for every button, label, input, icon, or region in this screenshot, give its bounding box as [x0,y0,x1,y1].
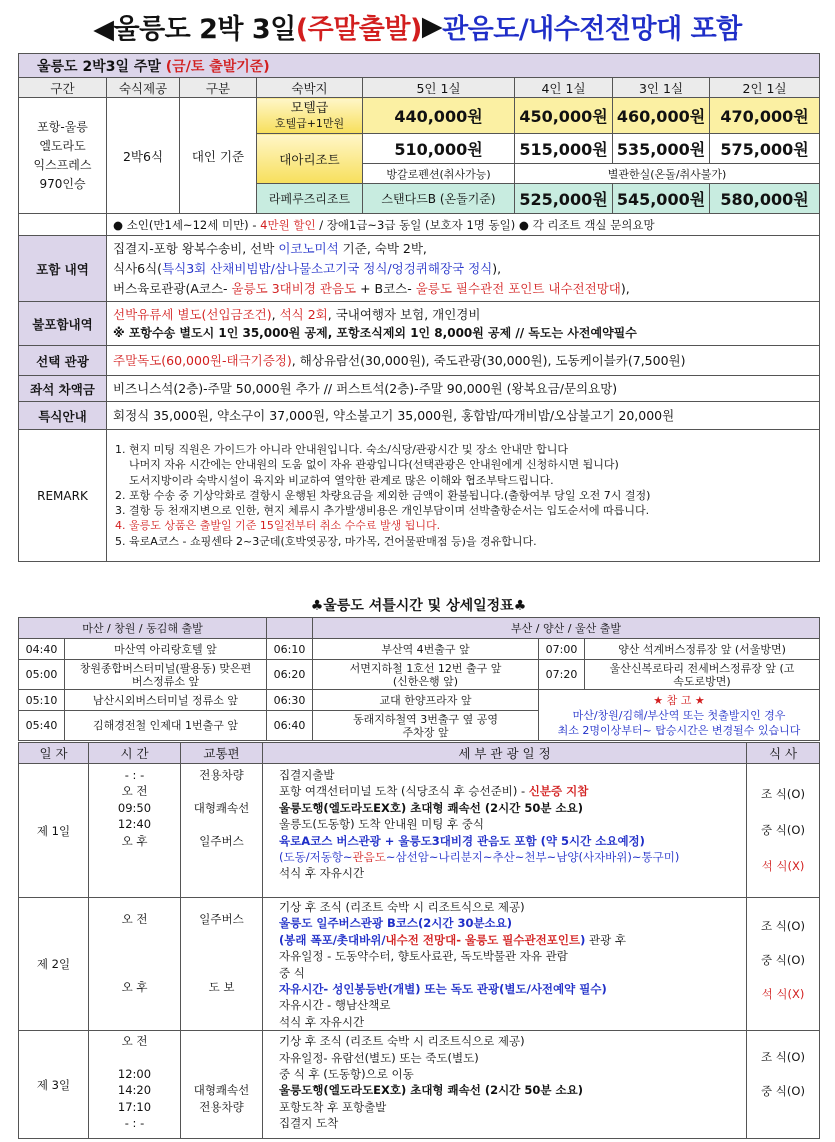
motel-price-3: 460,000원 [613,98,710,134]
lape-price-2: 580,000원 [710,184,820,214]
sched-head: 일 자 [19,743,89,764]
meal: 조 식(O) [761,1050,805,1065]
day3-meals [747,1031,820,1139]
detail-line [279,849,746,865]
sched-head: 세 부 관 광 일 정 [263,743,747,764]
time: - : - [124,768,145,782]
day2-transport [181,898,263,1031]
incl-3c: + B코스- [356,280,416,296]
daeari-price-4: 515,000원 [515,134,613,164]
route-line: 엘도라도 [39,138,86,153]
shuttle-place: 마산역 아리랑호텔 앞 [65,639,267,660]
shuttle-place: 남산시외버스터미널 정류소 앞 [65,690,267,711]
motel-price-5: 440,000원 [363,98,515,134]
col-header: 숙박지 [257,78,363,98]
detail-line: 석식 후 자유시간 [279,866,365,881]
detail-text: (도동/저동항~ [279,849,353,864]
day-label: 제 2일 [19,898,89,1031]
shuttle-table [18,617,820,741]
time: - : - [124,1116,145,1131]
child-note-c: / 장애1급~3급 동일 (보호자 1명 동일) ● 각 리조트 객실 문의요망 [315,217,655,232]
transport [181,1115,262,1131]
incl-naesujeon: 울릉도 필수관전 포인트 내수전전망대 [415,280,621,296]
lape-price-3: 545,000원 [613,184,710,214]
incl-3a: 버스육로관광(A코스- [113,280,232,296]
meal: 석 식(X) [761,987,805,1001]
time: 17:10 [117,1099,152,1114]
time: 오 후 [121,833,148,848]
incl-content [107,236,820,302]
shuttle-time: 05:00 [19,660,65,690]
shuttle-place: 양산 석계버스정류장 앞 (서울방면) [585,639,820,660]
price-table [18,53,820,562]
daeari-price-3: 535,000원 [613,134,710,164]
time: 오 전 [121,1034,148,1049]
shuttle-title: ♣울릉도 셔틀시간 및 상세일정표♣ [310,598,527,614]
daeari-note-bungalow: 방갈로펜션(취사가능) [363,164,515,184]
child-note-a: ● 소인(만1세~12세 미만) - [113,217,261,232]
remark-line: 1. 현지 미팅 직원은 가이드가 아니라 안내원입니다. 숙소/식당/관광시간 및 장소 안내만 합니다 [115,442,569,456]
meal: 중 식(O) [761,953,805,967]
day2-details [263,898,747,1031]
day-label: 제 1일 [19,764,89,898]
excl-sep: , [271,306,280,322]
shuttle-place: 동래지하철역 3번출구 옆 공영주차장 앞 [313,711,539,741]
shuttle-time: 06:10 [267,639,313,660]
meal-cell: 2박6식 [107,98,180,214]
col-header: 3인 1실 [613,78,710,98]
transport [181,1033,262,1049]
route-line: 포항-울릉 [37,119,88,134]
sched-head: 식 사 [747,743,820,764]
incl-special-meals: 특식3회 산채비빔밥/삼나물소고기국 정식/엉겅퀴해장국 정식 [162,260,493,276]
child-discount: 4만원 할인 [260,217,316,232]
col-header: 4인 1실 [515,78,613,98]
shuttle-place: 창원종합버스터미널(팔용동) 맞은편 버스정류소 앞 [65,660,267,690]
transport [181,816,262,832]
shuttle-place: 서면지하철 1호선 12번 출구 앞 (신한은행 앞) [313,660,539,690]
excl-label: 불포함내역 [19,302,107,346]
route-line: 970인승 [39,176,86,191]
subtitle-basis: (금/토 출발기준) [165,58,270,75]
shuttle-time: 07:20 [539,660,585,690]
sched-head: 교통편 [181,743,263,764]
incl-gwaneumdo: 울릉도 3대비경 관음도 [231,280,357,296]
detail-line: 자유일정- 유람선(별도) 또는 죽도(별도) [279,1050,479,1065]
col-header: 구분 [180,78,257,98]
shuttle-place: 교대 한양프라자 앞 [313,690,539,711]
detail-line: 집결지출발 [279,768,335,782]
transport [181,783,262,799]
detail-gwaneumdo: 관음도 [352,849,386,864]
transport: 대형쾌속선 [193,1083,250,1098]
detail-line: 기상 후 조식 (리조트 숙박 시 리조트식으로 제공) [279,900,525,914]
day1-transport [181,764,263,898]
motel-price-4: 450,000원 [515,98,613,134]
shuttle-note-1: 마산/창원/김해/부산역 또는 첫출발지인 경우 [572,708,786,722]
detail-line: 자유일정 - 도동약수터, 향토사료관, 독도박물관 자유 관람 [279,949,568,964]
day2-meals [747,898,820,1031]
detail-line: 포항도착 후 포항출발 [279,1099,387,1114]
time [89,1050,180,1066]
detail-line: 석식 후 자유시간 [279,1014,365,1029]
excl-fuel: 선박유류세 별도(선입금조건) [113,306,272,322]
lape-price-4: 525,000원 [515,184,613,214]
incl-3e: ), [620,280,630,296]
incl-2a: 식사6식( [113,260,163,276]
meal: 중 식(O) [761,1084,805,1099]
shuttle-place: 김해경전철 인제대 1번출구 앞 [65,711,267,741]
excl-content [107,302,820,346]
opt-dokdo: 주말독도(60,000원-태극기증정) [113,353,292,368]
motel-cell [257,98,363,134]
meal: 석 식(X) [761,859,805,873]
opt-content [107,346,820,376]
daeari-name: 대아리조트 [257,134,363,184]
time: 오 전 [121,912,148,926]
time: 오 후 [121,980,148,994]
detail-line: 울릉도행(엘도라도EX호) 초대형 쾌속선 (2시간 50분 소요) [279,800,583,815]
incl-2c: ), [492,260,502,276]
opt-label: 선택 관광 [19,346,107,376]
day-label: 제 3일 [19,1031,89,1139]
day3-transport [181,1031,263,1139]
detail-id-note: 신분증 지참 [528,784,589,799]
detail-line: 울릉도행(엘도라도EX호) 초대형 쾌속선 (2시간 50분 소요) [279,1083,583,1098]
motel-sub: 호텔급+1만원 [274,116,345,130]
lape-name: 라페루즈리조트 [257,184,363,214]
shuttle-time: 05:10 [19,690,65,711]
detail-text: (봉래 폭포/촛대바위/ [279,932,386,947]
transport: 전용차량 [199,768,244,782]
shuttle-time: 05:40 [19,711,65,741]
transport: 도 보 [208,980,235,994]
day1-row [19,764,820,898]
remark-label: REMARK [19,430,107,562]
transport: 대형쾌속선 [193,800,250,815]
transport [181,1050,262,1066]
daeari-price-5: 510,000원 [363,134,515,164]
remark-line: 2. 포항 수송 중 기상악화로 결항시 운행된 차량요금을 제외한 금액이 환불됩니다.(출항여부 당일 오전 7시 결정) [115,488,651,502]
detail-line: 기상 후 조식 (리조트 숙박 시 리조트식으로 제공) [279,1034,525,1049]
title-arrow: ▶ [421,10,443,42]
price-header-row [19,78,820,98]
time: 오 전 [121,784,148,799]
detail-line: 중 식 후 (도동항)으로 이동 [279,1066,414,1081]
remark-content [107,430,820,562]
shuttle-time: 04:40 [19,639,65,660]
daeari-note-annex: 별관한실(온돌/취사불가) [515,164,820,184]
remark-line: 도서지방이라 숙박시설이 육지와 비교하여 열악한 관계로 많은 이해와 협조부탁드립니다. [129,473,554,487]
route-line: 익스프레스 [33,157,92,172]
detail-line: 자유시간- 성인봉등반(개별) 또는 독도 관광(별도/사전예약 필수) [279,981,607,996]
lape-room: 스탠다드B (온돌기준) [363,184,515,214]
detail-line: 집결지 도착 [279,1116,339,1131]
shuttle-place: 울산신복로타리 전세버스정류장 앞 (고속도로방면) [585,660,820,690]
subtitle-text: 울릉도 2박3일 주말 [37,58,166,75]
shuttle-time: 06:30 [267,690,313,711]
day3-times [89,1031,181,1139]
transport: 일주버스 [199,912,244,926]
incl-1a: 집결지-포항 왕복수송비, 선박 [113,240,279,256]
time: 14:20 [117,1083,152,1098]
detail-text: ~삼선암~나리분지~추산~천부~남양(사자바위)~통구미) [385,849,680,864]
remark-line: 4. 울릉도 상품은 출발일 기준 15일전부터 취소 수수료 발생 됩니다. [115,519,441,533]
opt-rest: , 해상유람선(30,000원), 죽도관광(30,000원), 도동케이블카(7,500원) [291,353,686,368]
incl-1c: 기준, 숙박 2박, [338,240,427,256]
remark-line: 나머지 자유 시간에는 안내원의 도움 없이 자유 관광입니다(선택관광은 안내원에게 신청하시면 됩니다) [129,458,619,472]
col-header: 구간 [19,78,107,98]
seat-label: 좌석 차액금 [19,376,107,402]
special-label: 특식안내 [19,402,107,430]
schedule-header-row [19,743,820,764]
motel-price-2: 470,000원 [710,98,820,134]
incl-economy: 이코노미석 [278,240,339,256]
day3-row [19,1031,820,1139]
shuttle-time: 07:00 [539,639,585,660]
remark-line: 3. 결항 등 천재지변으로 인한, 현지 체류시 추가발생비용은 개인부담이며 선박출항순서는 입도순서에 따릅니다. [115,504,650,518]
shuttle-time: 06:40 [267,711,313,741]
col-header: 2인 1실 [710,78,820,98]
detail-text: 포항 여객선터미널 도착 (식당조식 후 승선준비) - [279,784,529,799]
detail-line: 자유시간 - 행남산책로 [279,998,391,1013]
detail-line: 울릉도(도동항) 도착 안내원 미팅 후 중식 [279,817,484,832]
detail-line: 중 식 [279,965,305,980]
basis-cell: 대인 기준 [180,98,257,214]
detail-naesujeon: 내수전 전망대- 울릉도 필수관전포인트 [385,932,581,947]
transport: 전용차량 [199,1099,244,1114]
detail-line: 울릉도 일주버스관광 B코스(2시간 30분소요) [279,916,513,931]
shuttle-note [539,690,820,741]
time: 12:40 [117,817,152,832]
child-note [107,214,820,236]
sched-head: 시 간 [89,743,181,764]
detail-line [279,932,746,948]
meal: 조 식(O) [761,787,805,801]
page-title [0,0,835,52]
meal: 조 식(O) [761,919,805,933]
excl-note: ※ 포항수송 별도시 1인 35,000원 공제, 포항조식제외 1인 8,000원 공제 // 독도는 사전예약필수 [113,325,637,340]
shuttle-note-2: 최소 2명이상부터~ 탑승시간은 변경될수 있습니다 [557,723,801,737]
transport [181,1066,262,1082]
remark-line: 5. 육로A코스 - 쇼핑센타 2~3군데(호박엿공장, 마가목, 건어물판매점 등)을 경유합니다. [115,534,537,548]
title-right: 관음도/내수전전망대 포함 [442,13,742,45]
detail-text: 관광 후 [585,932,626,947]
shuttle-head-busan: 부산 / 양산 / 울산 출발 [313,618,820,639]
shuttle-head-gap [267,618,313,639]
day2-times [89,898,181,1031]
day2-row [19,898,820,1031]
detail-line [279,783,746,799]
detail-line: 육로A코스 버스관광 + 울릉도3대비경 관음도 포함 (약 5시간 소요예정) [279,833,645,848]
incl-label: 포함 내역 [19,236,107,302]
excl-dinner: 석식 2회 [279,306,328,322]
seat-content: 비즈니스석(2층)-주말 50,000원 추가 // 퍼스트석(2층)-주말 90,000원 (왕복요금/문의요망) [107,376,820,402]
transport: 일주버스 [199,833,244,848]
special-content: 회정식 35,000원, 약소구이 37,000원, 약소불고기 35,000원, 홍합밥/따개비밥/오삼불고기 20,000원 [107,402,820,430]
time: 12:00 [117,1066,152,1081]
day1-times [89,764,181,898]
shuttle-time: 06:20 [267,660,313,690]
daeari-price-2: 575,000원 [710,134,820,164]
empty-cell [19,214,107,236]
day1-details [263,764,747,898]
title-left: ◀울릉도 2박 3일 [93,13,296,45]
shuttle-head-masan: 마산 / 창원 / 동김해 출발 [19,618,267,639]
schedule-table [18,742,820,1139]
shuttle-place: 부산역 4번출구 앞 [313,639,539,660]
motel-name: 모텔급 [290,100,329,116]
excl-1d: , 국내여행자 보험, 개인경비 [327,306,481,322]
time: 09:50 [117,800,152,815]
route-cell [19,98,107,214]
subtitle [19,54,820,78]
day1-meals [747,764,820,898]
day3-details [263,1031,747,1139]
col-header: 숙식제공 [107,78,180,98]
meal: 중 식(O) [761,823,805,837]
detail-text: ) [580,932,586,947]
title-weekend: (주말출발) [295,13,422,45]
shuttle-note-title: ★ 참 고 ★ [653,693,705,707]
col-header: 5인 1실 [363,78,515,98]
